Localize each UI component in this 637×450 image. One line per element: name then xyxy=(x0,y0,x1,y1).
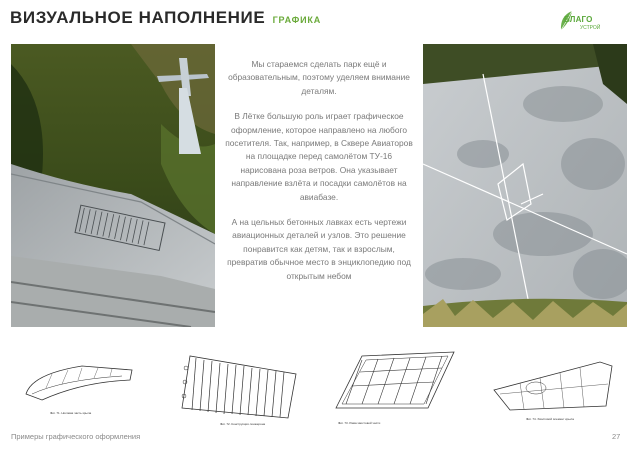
wind-rose-photo xyxy=(423,44,627,327)
title-subtitle: ГРАФИКА xyxy=(272,15,321,25)
drawing-wing-nose xyxy=(22,356,142,418)
paragraph-benches: А на цельных бетонных лавках есть чертежи авиационных деталей и узлов. Это решение понравится как детям, так и взрослым, превратив обычное место в энциклопедию под открытым небом xyxy=(227,217,411,281)
drawing-wing-tail xyxy=(490,354,616,424)
bench-photo xyxy=(11,44,215,327)
footer-caption: Примеры графического оформления xyxy=(11,432,141,441)
page-number: 27 xyxy=(612,432,621,441)
title-main: ВИЗУАЛЬНОЕ НАПОЛНЕНИЕ xyxy=(10,8,266,27)
drawing-caption-1: Фиг. 71. Носовая часть крыла xyxy=(50,411,92,415)
drawing-caption-3: Фиг. 73. Рама хвостовой части xyxy=(338,421,381,425)
drawing-caption-2: Фиг. 72. Конструкция лонжерона xyxy=(220,422,266,426)
drawing-caption-4: Фиг. 74. Хвостовой элемент крыла xyxy=(526,417,574,421)
page-title xyxy=(10,8,321,28)
logo xyxy=(558,6,620,34)
body-text xyxy=(225,58,413,295)
logo-brand: БЛАГО xyxy=(564,15,593,24)
paragraph-wind-rose: В Лётке большую роль играет графическое оформление, которое направлено на любого посетителя. Так, например, в Сквере Авиаторов на площадке перед самолётом ТУ-16 нарисована роза ветров. Она указывает направление взлёта и посадки самолётов на авиабазе. xyxy=(225,111,413,202)
drawing-spar xyxy=(176,348,301,428)
logo-subtext: УСТРОЙ xyxy=(580,25,601,31)
paragraph-intro: Мы стараемся сделать парк ещё и образовательным, поэтому уделяем внимание деталям. xyxy=(228,59,410,96)
drawing-tail-frame xyxy=(332,346,462,430)
